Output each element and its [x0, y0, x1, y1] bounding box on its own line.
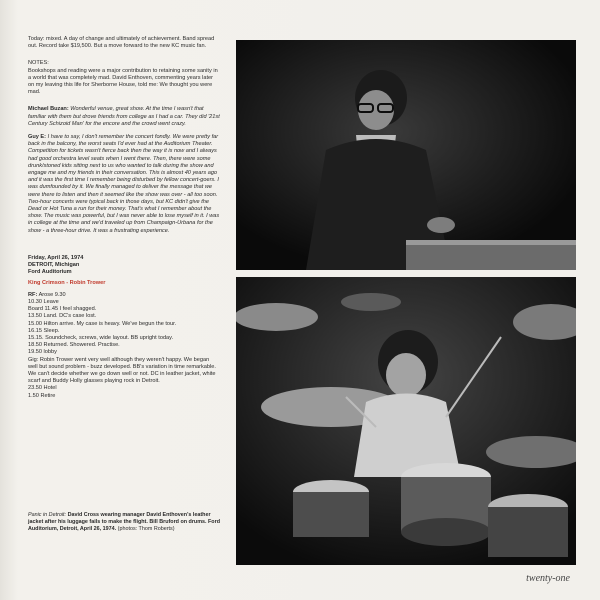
diary-entries: [28, 299, 220, 357]
photo-keyboardist-image: [236, 40, 576, 270]
notes-body: Bookshops and reading were a major contribution to retaining some sanity in a world that was completely mad. David Enthoven, commenting years later on my leaving this life for Sherborne House, told me: We thought you were mad.: [28, 67, 218, 96]
quote-author: Michael Buzan:: [28, 106, 69, 113]
diary-line: 19.50 lobby: [28, 349, 57, 356]
diary-line: 10.30 Leave: [28, 298, 59, 305]
quote-text: I have to say, I don't remember the concert fondly. We were pretty far back in the balcony, the worst seats I'd ever had at the Auditorium Theater. Competition for tickets wasn't fierce back then the way it is now and I always had good orchestra level seats when I went there. Then, there were some drunk/stoned kids sitting next to us who wanted to talk during the show and engage me and my friends in their conversation. This is almost 40 years ago and it was the first time I remember being disturbed by fellow concert-goers. I was dumfounded by it. We finally managed to deliver the message that we were there to listen and then it seemed like the show was over - all too soon. Two-hour concerts were typical back in those days, but KC didn't give the Dead or Hot Tuna a run for their money. That's what I remember about the show. The music was powerful, but I was never able to lose myself in it. I was in college at the time and we'd traveled up from Champaign-Urbana for the show - a three-hour drive. It was a frustrating experience.: [28, 134, 220, 234]
concert-bill: King Crimson - Robin Trower: [28, 280, 106, 287]
photo-drummer: [236, 277, 576, 565]
diary-line: 1.50 Retire: [28, 392, 56, 399]
caption-lead: Panic in Detroit:: [28, 512, 67, 518]
diary-label: RF:: [28, 291, 38, 298]
caption-body: David Cross wearing manager David Enthoven's leather jacket after his luggage fails to make the flight. Bill Bruford on drums. Ford Auditorium, Detroit, April 26, 1974.: [28, 512, 220, 532]
diary-line: 15.15. Soundcheck, screws, wide layout. BB upright today.: [28, 334, 174, 341]
quote-author: Guy E:: [28, 134, 47, 141]
text-column: [28, 36, 220, 400]
diary-line: Board 11.45 I feel shagged.: [28, 306, 97, 313]
photo-keyboardist: [236, 40, 576, 270]
diary-first: Arose 9.30: [38, 291, 66, 298]
diary-line: 16.15 Sleep.: [28, 327, 60, 334]
concert-date: Friday, April 26, 1974: [28, 254, 84, 261]
diary-line: 23.50 Hotel: [28, 385, 57, 392]
diary-rf: [28, 292, 220, 299]
quote-text: Wonderful venue, great show. At the time I wasn't that familiar with them but drove friends from college as I had a car. They did '21st Century Schizoid Man' for the encore and the crowd went crazy.: [28, 106, 220, 127]
intro-paragraph: Today: mixed. A day of change and ultimately of achievement. Band spread out. Record take $19,500. But a move forward to the new KC music fan.: [28, 36, 215, 50]
concert-venue: Ford Auditorium: [28, 269, 72, 276]
diary-line: 15.00 Hilton arrive. My case is heavy. We've begun the tour.: [28, 320, 177, 327]
diary-gig: Gig: Robin Trower went very well although they weren't happy. We began well but sound problem - buzz developed. BB's variation in time remarkable. We can't decide whether we go down well or not. DC in leather jacket, white scarf and Buddy Holly glasses playing rock in Detroit.: [28, 356, 216, 385]
page-number: twenty-one: [526, 573, 570, 584]
notes-heading: NOTES:: [28, 60, 49, 67]
photo-caption: [28, 512, 220, 533]
photo-drummer-image: [236, 277, 576, 565]
caption-credit: (photos: Thom Roberts): [117, 526, 175, 532]
concert-city: DETROIT, Michigan: [28, 262, 80, 269]
quote-guy: [28, 134, 220, 235]
diary-line: 13.50 Land. DC's case lost.: [28, 313, 97, 320]
diary-line: 18.50 Returned. Showered. Practise.: [28, 342, 120, 349]
quote-michael: [28, 106, 220, 128]
